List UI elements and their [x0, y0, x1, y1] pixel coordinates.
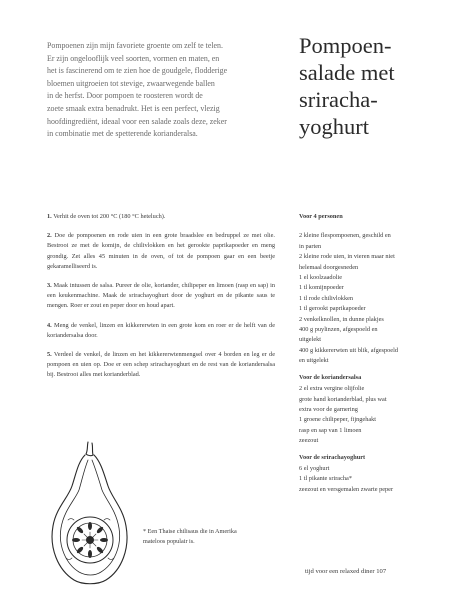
title-line: Pompoen- — [299, 33, 392, 58]
step-number: 1. — [47, 213, 52, 220]
intro-line: in de herfst. Door pompoen te roosteren wordt de — [47, 91, 203, 101]
ingredients-list — [299, 212, 429, 501]
servings-heading: Voor 4 personen — [299, 213, 343, 220]
intro-line: zoete smaak extra benadrukt. Het is een perfect, vlezig — [47, 103, 220, 113]
footnote-line: mateloos populair is. — [143, 537, 195, 545]
ingredient-item: en uitgelekt — [299, 357, 329, 365]
step-number: 2. — [47, 232, 52, 240]
step-1 — [47, 212, 275, 222]
ingredient-item: 400 g puylinzen, afgespoeld en — [299, 326, 378, 334]
ingredient-item: zeezout en versgemalen zwarte peper — [299, 485, 394, 493]
title-line: yoghurt — [299, 114, 369, 139]
step-text: Doe de pompoenen en rode uien in een grote braadslee en bedruppel ze met olie. Bestrooi ze met de komijn, de chilivlokken en het gerookte paprikapoeder en meng grondig. Zet alles 45 minuten in de oven, of tot de pompoen gaar en een beetje gekaramelliseerd is. — [47, 232, 276, 270]
step-3 — [47, 281, 275, 312]
step-number: 3. — [47, 282, 52, 290]
title-line: salade met — [299, 60, 395, 85]
ingredient-item: zeezout — [299, 437, 319, 445]
ingredient-item: 2 kleine flespompoenen, geschild en — [299, 232, 391, 240]
yoghurt-ingredients — [299, 453, 429, 496]
step-text: Meng de venkel, linzen en kikkererwten in een grote kom en roer er de helft van de koriandersalsa door. — [47, 321, 275, 339]
step-4 — [47, 321, 275, 341]
ingredient-item: 2 kleine rode uien, in vieren maar niet — [299, 253, 395, 261]
step-text: Verhit de oven tot 200 °C (180 °C heteluch). — [53, 213, 166, 220]
butternut-squash-sketch-icon — [48, 440, 132, 590]
intro-line: Pompoenen zijn mijn favoriete groente om zelf te telen. — [47, 41, 223, 50]
ingredient-item: uitgelekt — [299, 336, 322, 344]
footnote — [143, 527, 253, 546]
recipe-title — [299, 32, 449, 140]
salsa-heading: Voor de koriandersalsa — [299, 373, 362, 381]
intro-line: Er zijn ongelooflijk veel soorten, vormen en maten, en — [47, 53, 220, 63]
step-number: 5. — [47, 351, 52, 359]
footnote-line: * Een Thaise chilisaus die in Amerika — [143, 528, 237, 535]
ingredient-item: in parten — [299, 242, 322, 250]
salsa-ingredients — [299, 373, 429, 447]
ingredient-item: 1 tl komijnpoeder — [299, 284, 344, 292]
yoghurt-heading: Voor de srirachayoghurt — [299, 453, 366, 461]
ingredient-item: extra voor de garnering — [299, 405, 358, 413]
step-number: 4. — [47, 321, 52, 329]
intro-line: het is fascinerend om te zien hoe de goudgele, flodderige — [47, 66, 228, 76]
step-text: Maak intussen de salsa. Pureer de olie, koriander, chilipeper en limoen (rasp en sap) in een keukenmachine. Maak de srirachayoghurt door de yoghurt en de pikante saus te mengen. Roer er zout en peper door en houd apart. — [47, 282, 275, 310]
ingredient-item: 1 tl rode chilivlokken — [299, 294, 354, 302]
ingredient-item: 1 groene chilipeper, fijngehakt — [299, 416, 377, 424]
ingredient-item: 2 el extra vergine olijfolie — [299, 385, 365, 393]
intro-line: in combinatie met de spetterende korianderalsa. — [47, 129, 198, 139]
ingredient-item: 2 venkelknollen, in dunne plakjes — [299, 315, 384, 323]
ingredient-item: grote hand korianderblad, plus wat — [299, 395, 387, 403]
main-ingredients — [299, 212, 429, 367]
ingredient-item: 1 tl pikante sriracha* — [299, 475, 352, 483]
step-5 — [47, 350, 275, 381]
ingredient-item: 6 el yoghurt — [299, 464, 330, 472]
ingredient-item: 1 tl gerookt paprikapoeder — [299, 305, 366, 313]
intro-line: hoofdingrediënt, ideaal voor een salade zoals deze, zeker — [47, 116, 227, 126]
intro-line: bloemen uitgroeien tot stevige, zwaarwegende ballen — [47, 78, 215, 88]
page-footer: tijd voor een relaxed diner 107 — [305, 568, 387, 575]
step-text: Verdeel de venkel, de linzen en het kikkererwtenmengsel over 4 borden en leg er de pompoen en uien op. Doe er een schep srirachayoghurt en de rest van de koriandersalsa bij. Bestrooi alles met korianderblad. — [47, 351, 275, 379]
ingredient-item: rasp en sap van 1 limoen — [299, 426, 362, 434]
step-2 — [47, 231, 275, 272]
ingredient-item: 400 g kikkererwten uit blik, afgespoeld — [299, 346, 398, 354]
ingredient-item: 1 el koolzaadolie — [299, 274, 343, 282]
title-line: sriracha- — [299, 87, 378, 112]
ingredient-item: helemaal doorgesneden — [299, 263, 359, 271]
intro-paragraph — [47, 40, 277, 141]
method-steps — [47, 212, 275, 390]
